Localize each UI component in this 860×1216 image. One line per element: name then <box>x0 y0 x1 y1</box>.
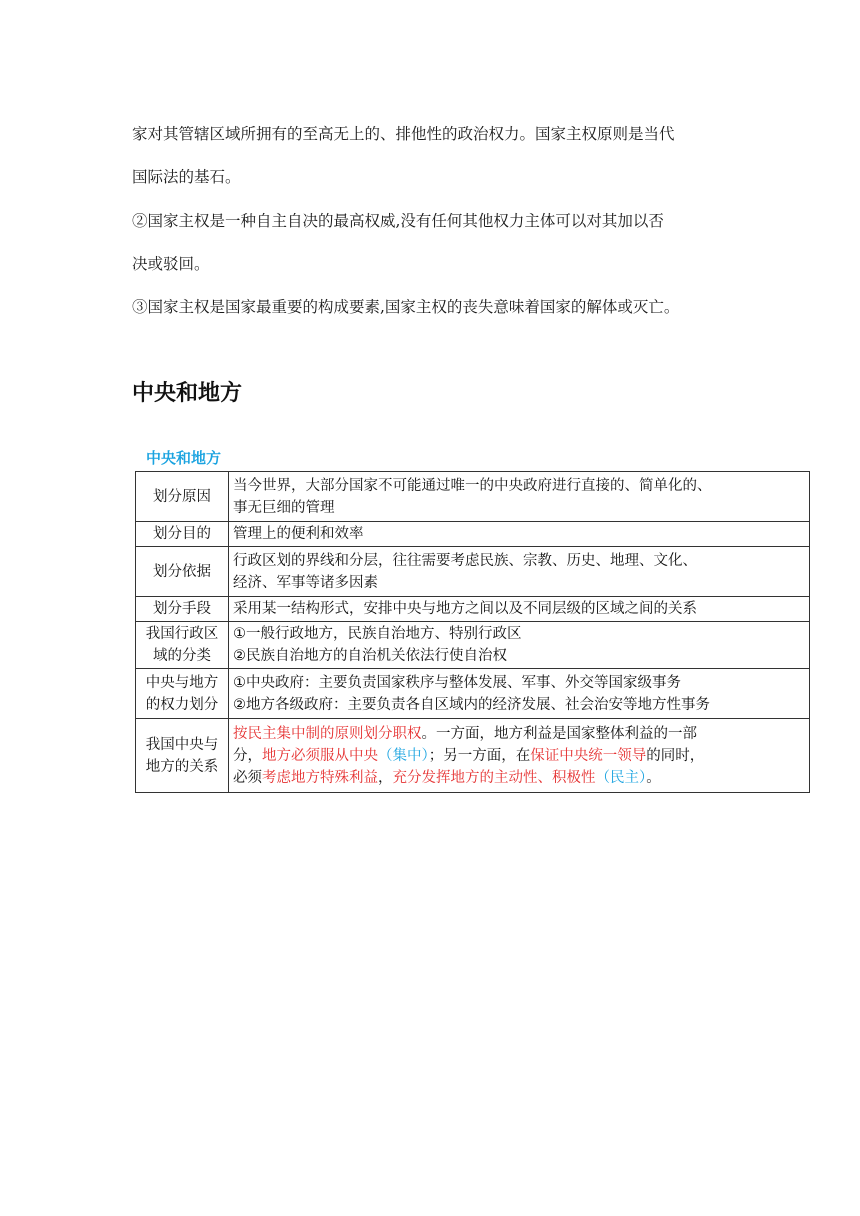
label-line: 中央与地方 <box>145 674 219 691</box>
row-label <box>136 669 229 719</box>
paragraph-line: 国际法的基石。 <box>132 168 241 186</box>
text-segment: 的同时， <box>646 747 705 764</box>
row-content <box>229 622 810 669</box>
text-segment: 分， <box>233 747 262 764</box>
content-line <box>233 767 805 789</box>
content-line <box>233 723 805 745</box>
paragraph-line: 家对其管辖区域所拥有的至高无上的、排他性的政治权力。国家主权原则是当代 <box>132 125 675 143</box>
table-row <box>136 669 810 719</box>
label-line: 地方的关系 <box>145 758 219 775</box>
highlight-red: 充分发挥地方的主动性、积极性 <box>392 769 596 786</box>
row-content <box>229 472 810 522</box>
row-label: 划分依据 <box>136 547 229 597</box>
row-content <box>229 547 810 597</box>
row-label: 划分原因 <box>136 472 229 522</box>
row-content <box>229 597 810 622</box>
text-segment: 。一方面，地方利益是国家整体利益的一部 <box>421 725 697 742</box>
row-label <box>136 622 229 669</box>
text-segment: ；另一方面，在 <box>428 747 531 764</box>
content-line: 采用某一结构形式，安排中央与地方之间以及不同层级的区域之间的关系 <box>233 601 697 617</box>
label-line: 我国中央与 <box>145 736 219 753</box>
row-label <box>136 719 229 793</box>
text-segment: 必须 <box>233 769 262 786</box>
highlight-blue: （集中） <box>378 747 429 764</box>
content-line <box>233 745 805 767</box>
content-line: ②地方各级政府：主要负责各自区域内的经济发展、社会治安等地方性事务 <box>233 696 710 713</box>
content-line: 管理上的便利和效率 <box>233 526 364 542</box>
label-line: 的权力划分 <box>145 696 219 713</box>
highlight-red: 地方必须服从中央 <box>262 747 378 764</box>
table-row <box>136 622 810 669</box>
paragraph-line: 决或驳回。 <box>132 255 210 273</box>
content-line: 事无巨细的管理 <box>233 499 335 516</box>
table-row <box>136 472 810 522</box>
highlight-red: 考虑地方特殊利益 <box>262 769 378 786</box>
row-label: 划分目的 <box>136 522 229 547</box>
table-row <box>136 547 810 597</box>
paragraph-line: ③国家主权是国家最重要的构成要素,国家主权的丧失意味着国家的解体或灭亡。 <box>132 298 680 316</box>
row-content <box>229 669 810 719</box>
table-row <box>136 597 810 622</box>
content-line: 当今世界，大部分国家不可能通过唯一的中央政府进行直接的、简单化的、 <box>233 477 712 494</box>
section-heading: 中央和地方 <box>132 381 243 406</box>
label-line: 我国行政区 <box>145 626 219 642</box>
row-content <box>229 719 810 793</box>
highlight-red: 保证中央统一领导 <box>530 747 647 764</box>
content-line: ②民族自治地方的自治机关依法行使自治权 <box>233 648 507 664</box>
content-line: 行政区划的界线和分层，往往需要考虑民族、宗教、历史、地理、文化、 <box>233 552 697 569</box>
text-segment: ， <box>378 769 393 786</box>
paragraph-line: ②国家主权是一种自主自决的最高权威,没有任何其他权力主体可以对其加以否 <box>132 212 664 230</box>
content-line: 经济、军事等诸多因素 <box>233 574 378 591</box>
knowledge-table <box>135 471 810 793</box>
text-segment: 。 <box>646 769 661 786</box>
table-row <box>136 719 810 793</box>
row-label: 划分手段 <box>136 597 229 622</box>
label-line: 域的分类 <box>153 648 211 664</box>
content-line: ①一般行政地方，民族自治地方、特别行政区 <box>233 626 522 642</box>
table-title: 中央和地方 <box>146 449 222 467</box>
row-content <box>229 522 810 547</box>
highlight-blue: （民主） <box>595 769 647 786</box>
table-row <box>136 522 810 547</box>
content-line: ①中央政府：主要负责国家秩序与整体发展、军事、外交等国家级事务 <box>233 674 681 691</box>
highlight-red: 按民主集中制的原则划分职权 <box>233 725 422 742</box>
